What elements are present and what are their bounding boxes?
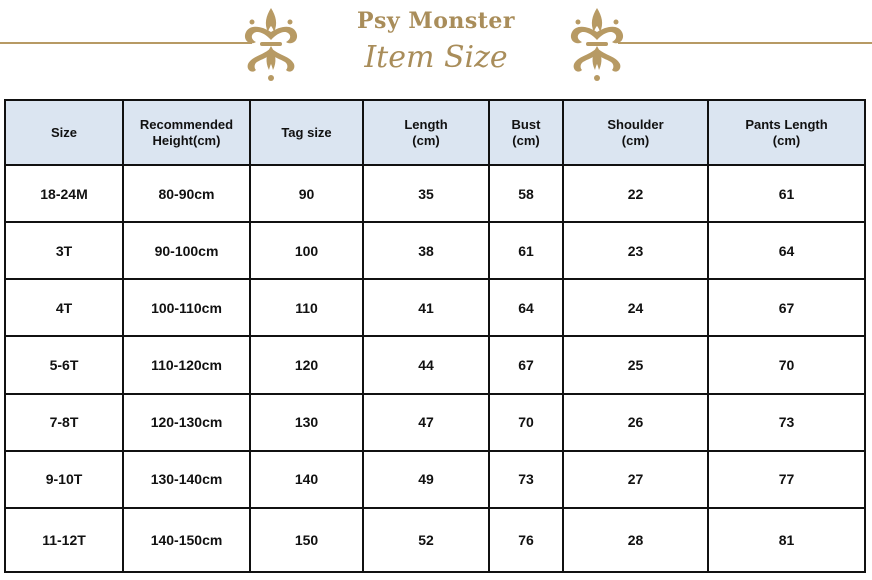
cell-shoulder: 27 [563, 451, 708, 508]
cell-pants-length: 67 [708, 279, 865, 336]
cell-height: 100-110cm [123, 279, 250, 336]
column-header-length: Length (cm) [363, 100, 489, 165]
table-row [5, 279, 865, 336]
cell-pants-length: 73 [708, 394, 865, 451]
cell-shoulder: 24 [563, 279, 708, 336]
cell-shoulder: 26 [563, 394, 708, 451]
cell-bust: 58 [489, 165, 563, 222]
cell-height: 90-100cm [123, 222, 250, 279]
cell-size: 18-24M [5, 165, 123, 222]
cell-tag-size: 90 [250, 165, 363, 222]
cell-tag-size: 100 [250, 222, 363, 279]
table-row [5, 508, 865, 572]
cell-size: 4T [5, 279, 123, 336]
column-header-shoulder: Shoulder (cm) [563, 100, 708, 165]
table-header-row [5, 100, 865, 165]
cell-height: 80-90cm [123, 165, 250, 222]
table-row [5, 451, 865, 508]
cell-bust: 73 [489, 451, 563, 508]
cell-shoulder: 25 [563, 336, 708, 393]
cell-tag-size: 120 [250, 336, 363, 393]
cell-size: 5-6T [5, 336, 123, 393]
column-header-pants-length: Pants Length (cm) [708, 100, 865, 165]
cell-bust: 61 [489, 222, 563, 279]
cell-pants-length: 61 [708, 165, 865, 222]
page-subtitle: Item Size [364, 40, 508, 75]
cell-height: 130-140cm [123, 451, 250, 508]
cell-length: 38 [363, 222, 489, 279]
header-rule-left [0, 42, 252, 44]
column-header-bust: Bust (cm) [489, 100, 563, 165]
cell-height: 120-130cm [123, 394, 250, 451]
table-row [5, 336, 865, 393]
cell-length: 47 [363, 394, 489, 451]
cell-length: 49 [363, 451, 489, 508]
cell-length: 52 [363, 508, 489, 572]
cell-length: 41 [363, 279, 489, 336]
cell-bust: 67 [489, 336, 563, 393]
cell-length: 35 [363, 165, 489, 222]
table-row [5, 394, 865, 451]
column-header-tag-size: Tag size [250, 100, 363, 165]
cell-pants-length: 70 [708, 336, 865, 393]
cell-bust: 76 [489, 508, 563, 572]
cell-tag-size: 110 [250, 279, 363, 336]
cell-shoulder: 28 [563, 508, 708, 572]
cell-size: 3T [5, 222, 123, 279]
header-rule-right [618, 42, 872, 44]
cell-height: 110-120cm [123, 336, 250, 393]
cell-tag-size: 150 [250, 508, 363, 572]
cell-size: 7-8T [5, 394, 123, 451]
cell-bust: 70 [489, 394, 563, 451]
ornament-left-icon [238, 2, 304, 86]
cell-tag-size: 130 [250, 394, 363, 451]
table-row [5, 165, 865, 222]
brand-title: Psy Monster [356, 8, 516, 34]
cell-pants-length: 64 [708, 222, 865, 279]
cell-length: 44 [363, 336, 489, 393]
cell-tag-size: 140 [250, 451, 363, 508]
cell-pants-length: 77 [708, 451, 865, 508]
cell-pants-length: 81 [708, 508, 865, 572]
cell-height: 140-150cm [123, 508, 250, 572]
header-banner [0, 0, 872, 92]
cell-bust: 64 [489, 279, 563, 336]
column-header-recommended-height: Recommended Height(cm) [123, 100, 250, 165]
column-header-size: Size [5, 100, 123, 165]
cell-shoulder: 22 [563, 165, 708, 222]
cell-size: 11-12T [5, 508, 123, 572]
cell-shoulder: 23 [563, 222, 708, 279]
size-chart-table [4, 99, 866, 573]
table-row [5, 222, 865, 279]
cell-size: 9-10T [5, 451, 123, 508]
ornament-right-icon [564, 2, 630, 86]
